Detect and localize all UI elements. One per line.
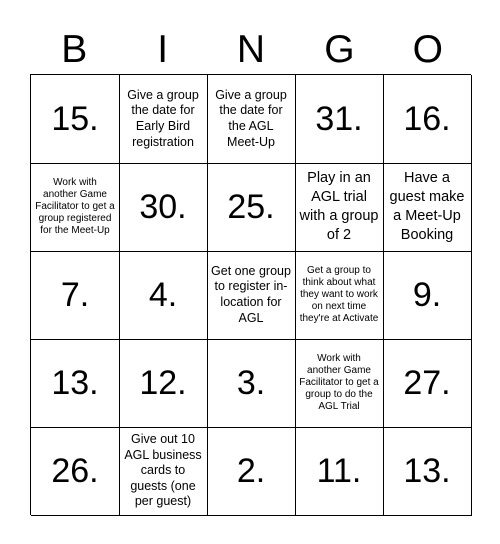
header-letter-b: B	[61, 28, 88, 71]
header-letter-n: N	[236, 28, 266, 71]
bingo-cell[interactable]	[119, 251, 208, 340]
header-letter-o: O	[412, 28, 443, 71]
cell-text: Give a group the date for Early Bird registration	[127, 87, 199, 149]
cell-text: 26.	[51, 452, 99, 490]
bingo-cell[interactable]	[119, 339, 208, 428]
bingo-cell[interactable]	[295, 427, 384, 516]
bingo-board	[30, 74, 471, 515]
header-letter-i: I	[157, 28, 169, 71]
cell-text: 30.	[139, 188, 187, 226]
bingo-cell[interactable]	[31, 75, 120, 164]
bingo-cell[interactable]	[207, 427, 296, 516]
cell-text: Work with another Game Facilitator to get a group to do the AGL Trial	[299, 353, 379, 412]
bingo-cell[interactable]	[383, 339, 472, 428]
cell-text: Work with another Game Facilitator to get a group registered for the Meet-Up	[35, 177, 115, 236]
cell-text: 31.	[315, 100, 363, 138]
cell-text: 4.	[148, 276, 178, 314]
bingo-cell[interactable]	[119, 75, 208, 164]
bingo-cell[interactable]	[295, 339, 384, 428]
cell-text: 13.	[51, 364, 99, 402]
bingo-cell[interactable]	[31, 339, 120, 428]
header-letter-g: G	[324, 28, 355, 71]
bingo-cell[interactable]	[119, 163, 208, 252]
cell-text: Get one group to register in-location for AGL	[211, 263, 291, 325]
bingo-cell[interactable]	[31, 163, 120, 252]
cell-text: Give out 10 AGL business cards to guests (one per guest)	[124, 431, 202, 509]
cell-text: 25.	[227, 188, 275, 226]
cell-text: 16.	[403, 100, 451, 138]
cell-text: 9.	[412, 276, 442, 314]
cell-text: 27.	[403, 364, 451, 402]
bingo-cell[interactable]	[383, 163, 472, 252]
cell-text: 2.	[236, 452, 266, 490]
bingo-cell[interactable]	[295, 75, 384, 164]
bingo-cell[interactable]	[31, 251, 120, 340]
bingo-cell[interactable]	[207, 339, 296, 428]
cell-text: 15.	[51, 100, 99, 138]
bingo-cell[interactable]	[207, 163, 296, 252]
bingo-cell[interactable]	[119, 427, 208, 516]
bingo-cell[interactable]	[383, 75, 472, 164]
cell-text: 3.	[236, 364, 266, 402]
bingo-cell[interactable]	[207, 75, 296, 164]
bingo-cell[interactable]	[207, 251, 296, 340]
cell-text: Give a group the date for the AGL Meet-Up	[215, 87, 287, 149]
bingo-cell[interactable]	[383, 427, 472, 516]
cell-text: Get a group to think about what they want to work on next time they're at Activate	[299, 265, 379, 324]
bingo-cell[interactable]	[383, 251, 472, 340]
cell-text: Have a guest make a Meet-Up Booking	[389, 170, 465, 243]
bingo-cell[interactable]	[31, 427, 120, 516]
cell-text: 13.	[403, 452, 451, 490]
cell-text: 11.	[316, 452, 362, 490]
cell-text: Play in an AGL trial with a group of 2	[299, 170, 379, 243]
bingo-header	[30, 26, 472, 74]
cell-text: 7.	[60, 276, 90, 314]
bingo-cell[interactable]	[295, 251, 384, 340]
cell-text: 12.	[139, 364, 187, 402]
bingo-cell[interactable]	[295, 163, 384, 252]
